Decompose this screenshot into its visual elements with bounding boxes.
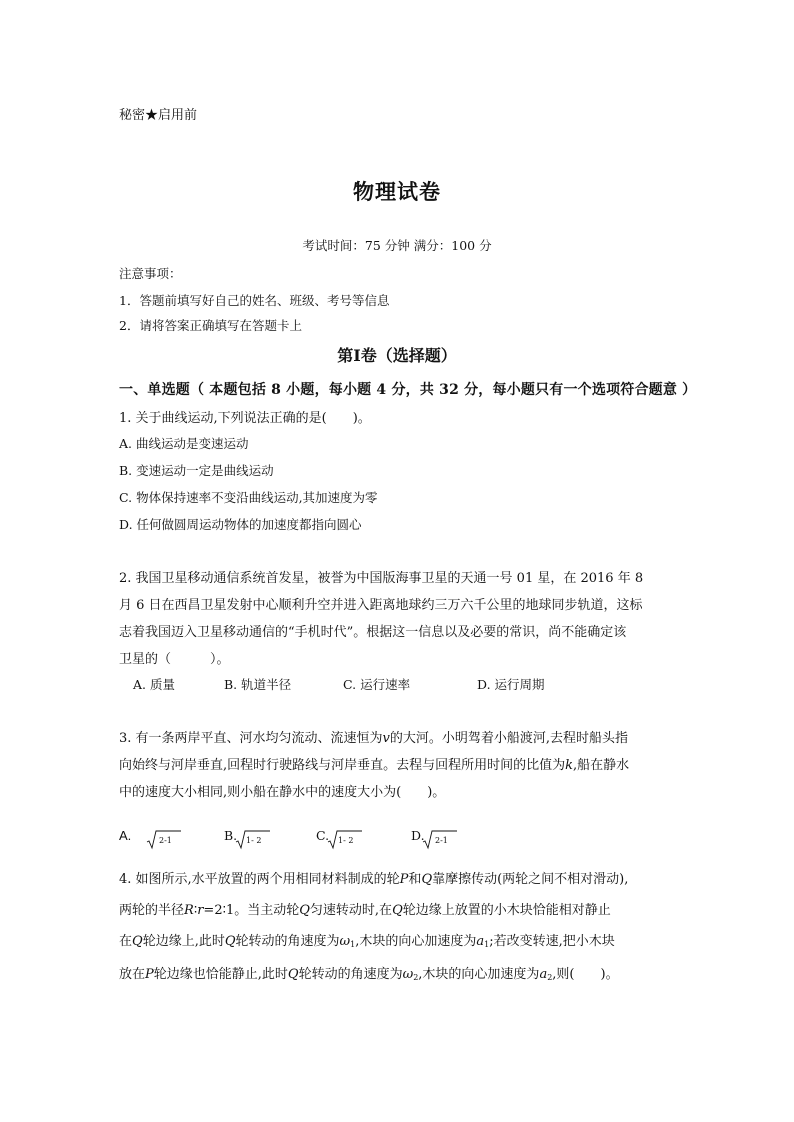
question-1-stem: 1. 关于曲线运动,下列说法正确的是( )。: [119, 411, 371, 426]
question-3-option-d-radical: 2-1: [422, 828, 458, 850]
part-header: 一、单选题（ 本题包括 8 小题，每小题 4 分，共 32 分，每小题只有一个选项符合题意 ）: [119, 382, 697, 398]
question-4-line-3: 在Q轮边缘上,此时Q轮转动的角速度为$\omega_1$,木块的向心加速度为$a_1$;若改变转速,把小木块: [119, 934, 615, 949]
question-4-line-2: 两轮的半径R∶r=2∶1。当主动轮Q匀速转动时,在Q轮边缘上放置的小木块恰能相对静止: [119, 903, 611, 918]
question-3-line-1: 3. 有一条两岸平直、河水均匀流动、流速恒为v的大河。小明驾着小船渡河,去程时船头指: [119, 731, 629, 746]
question-1-option-d: D. 任何做圆周运动物体的加速度都指向圆心: [119, 517, 362, 532]
question-2-option-a: A. 质量: [133, 677, 175, 692]
page-title: 物理试卷: [353, 179, 441, 204]
question-2-option-d: D. 运行周期: [477, 677, 545, 692]
confidential-label: 秘密★启用前: [119, 108, 198, 123]
question-1-option-b: B. 变速运动一定是曲线运动: [119, 463, 274, 478]
question-3-line-2: 向始终与河岸垂直,回程时行驶路线与河岸垂直。去程与回程所用时间的比值为k,船在静水: [119, 758, 630, 773]
question-2-option-c: C. 运行速率: [343, 677, 411, 692]
exam-info: 考试时间：75 分钟 满分：100 分: [302, 238, 492, 253]
notice-item: 1．答题前填写好自己的姓名、班级、考号等信息: [119, 293, 390, 308]
question-3-option-a-radical: 2-1: [146, 828, 182, 850]
question-3-option-b-radical: 1- 2: [235, 828, 271, 850]
question-4-line-4: 放在P轮边缘也恰能静止,此时Q轮转动的角速度为$\omega_2$,木块的向心加速度为$a_2$,则( )。: [119, 967, 619, 982]
question-3-option-b-label: B.: [224, 828, 238, 843]
question-3-option-c-label: C.: [316, 828, 330, 843]
section-title: 第Ⅰ卷（选择题）: [337, 346, 457, 365]
question-3-option-c-radical: 1- 2: [327, 828, 363, 850]
question-3-line-3: 中的速度大小相同,则小船在静水中的速度大小为( )。: [119, 785, 446, 800]
question-4-line-1: 4. 如图所示,水平放置的两个用相同材料制成的轮P和Q靠摩擦传动(两轮之间不相对滑动),: [119, 872, 629, 887]
question-2-line: 2. 我国卫星移动通信系统首发星，被誉为中国版海事卫星的天通一号 01 星，在 2016 年 8: [119, 571, 644, 586]
question-1-option-c: C. 物体保持速率不变沿曲线运动,其加速度为零: [119, 490, 378, 505]
question-3-option-d-label: D.: [411, 828, 425, 843]
notice-item: 2．请将答案正确填写在答题卡上: [119, 318, 302, 333]
question-2-line: 月 6 日在西昌卫星发射中心顺利升空并进入距离地球约三万六千公里的地球同步轨道，这标: [119, 598, 643, 613]
question-3-option-a-label: A.: [119, 828, 132, 843]
question-2-line: 志着我国迈入卫星移动通信的“手机时代”。根据这一信息以及必要的常识，尚不能确定该: [119, 625, 627, 640]
question-2-option-b: B. 轨道半径: [224, 677, 292, 692]
notice-heading: 注意事项：: [119, 266, 182, 281]
question-1-option-a: A. 曲线运动是变速运动: [119, 436, 249, 451]
question-2-line: 卫星的（ ）。: [119, 652, 230, 667]
